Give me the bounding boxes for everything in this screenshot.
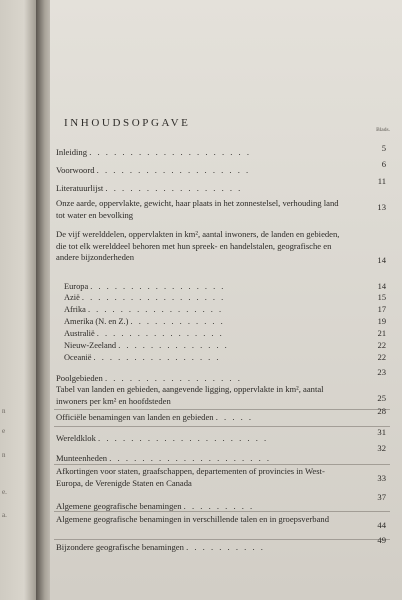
toc-entry-page: 11 — [377, 176, 386, 186]
toc-subentry-title: Nieuw-Zeeland — [64, 341, 117, 350]
toc-subentry[interactable]: Azië . . . . . . . . . . . . . . . . . . 15 — [64, 293, 386, 302]
toc-entry[interactable]: Wereldklok . . . . . . . . . . . . . . . . . . . . . 31 — [56, 427, 386, 443]
left-page-text-fragment: e — [2, 427, 6, 435]
toc-subentry-page: 17 — [377, 305, 386, 314]
toc-entry-title: De vijf werelddelen, oppervlakten in km², aantal inwoners, de landen en gebieden, die tot elk werelddeel behoren met hun spreek- en handelstalen, geografische en andere bijzonderheden — [56, 229, 340, 262]
contents-page — [50, 0, 402, 600]
toc-subentry-page: 19 — [377, 317, 386, 326]
toc-subentry-page: 14 — [377, 282, 386, 291]
toc-subentry-title: Oceanië — [64, 353, 92, 362]
toc-subentry[interactable]: Nieuw-Zeeland . . . . . . . . . . . . . . 22 — [64, 341, 386, 350]
toc-entry[interactable] — [56, 384, 388, 407]
toc-entry-title: Wereldklok — [56, 433, 96, 443]
toc-entry-page: 6 — [381, 159, 386, 169]
toc-entry-page: 5 — [381, 143, 386, 153]
divider — [54, 511, 390, 512]
divider — [54, 464, 390, 465]
toc-entry-title: Afkortingen voor staten, graafschappen, departementen of provincies in West-Europa, de Verenigde Staten en Canada — [56, 466, 325, 488]
toc-subentry-page: 22 — [377, 353, 386, 362]
toc-entry-page: 31 — [377, 427, 386, 437]
toc-entry[interactable]: Officiële benamingen van landen en gebieden . . . . . 28 — [56, 406, 386, 422]
toc-entry[interactable] — [56, 229, 388, 264]
toc-subentry-title: Afrika — [64, 305, 86, 314]
toc-entry-title: Algemene geografische benamingen — [56, 501, 182, 511]
toc-entry-title: Inleiding — [56, 147, 88, 157]
toc-entry-page: 23 — [377, 367, 386, 377]
toc-entry-page: 33 — [377, 473, 386, 483]
toc-entry-title: Poolgebieden — [56, 373, 103, 383]
toc-subentry-title: Amerika (N. en Z.) — [64, 317, 129, 326]
left-page-text-fragment: a. — [2, 511, 7, 519]
toc-entry-title: Munteenheden — [56, 453, 108, 463]
toc-subentry-page: 21 — [377, 329, 386, 338]
toc-subentry[interactable]: Oceanië . . . . . . . . . . . . . . . . 22 — [64, 353, 386, 362]
toc-subentry-page: 22 — [377, 341, 386, 350]
toc-entry-title: Onze aarde, oppervlakte, gewicht, haar plaats in het zonnestelsel, verhouding land tot water en bevolking — [56, 198, 339, 220]
toc-entry-page: 13 — [377, 202, 386, 212]
toc-subentry[interactable]: Australië . . . . . . . . . . . . . . . . 21 — [64, 329, 386, 338]
toc-entry-page: 28 — [377, 406, 386, 416]
toc-entry[interactable]: Inleiding . . . . . . . . . . . . . . . . . . . . 5 — [56, 143, 386, 157]
toc-subentry-title: Europa — [64, 282, 89, 291]
divider — [54, 539, 390, 540]
divider — [54, 426, 390, 427]
toc-entry-title: Voorwoord — [56, 165, 95, 175]
toc-entry[interactable] — [56, 514, 388, 530]
toc-entry-page: 32 — [377, 443, 386, 453]
toc-entry-title: Literatuurlijst — [56, 183, 104, 193]
facing-left-page — [0, 0, 40, 600]
toc-entry-title: Algemene geografische benamingen in verschillende talen en in groepsverband — [56, 514, 329, 524]
toc-entry[interactable]: Munteenheden . . . . . . . . . . . . . . . . . . . . 32 — [56, 443, 386, 463]
toc-subentry-title: Australië — [64, 329, 95, 338]
left-page-text-fragment: n — [2, 451, 6, 459]
toc-entry-page: 44 — [377, 520, 386, 530]
left-page-text-fragment: e. — [2, 488, 7, 496]
toc-entry[interactable]: Voorwoord . . . . . . . . . . . . . . . . . . . 6 — [56, 159, 386, 175]
toc-entry[interactable]: Bijzondere geografische benamingen . . . . . . . . . . 49 — [56, 535, 386, 552]
toc-entry-page: 49 — [377, 535, 386, 545]
toc-entry[interactable]: Poolgebieden . . . . . . . . . . . . . . . . . 23 — [56, 367, 386, 383]
toc-entry[interactable]: Algemene geografische benamingen . . . . . . . . . 37 — [56, 492, 386, 511]
left-page-text-fragment: n — [2, 407, 6, 415]
page-title: INHOUDSOPGAVE — [64, 117, 191, 129]
toc-subentry[interactable]: Europa . . . . . . . . . . . . . . . . . 14 — [64, 282, 386, 291]
toc-entry-title: Officiële benamingen van landen en gebieden — [56, 412, 214, 422]
toc-entry-title: Bijzondere geografische benamingen — [56, 542, 184, 552]
toc-subentry-page: 15 — [377, 293, 386, 302]
toc-entry-page: 37 — [377, 492, 386, 502]
toc-entry-page: 14 — [377, 255, 386, 265]
divider — [54, 409, 390, 410]
toc-entry[interactable] — [56, 198, 388, 221]
toc-subentry[interactable]: Amerika (N. en Z.) . . . . . . . . . . . . 19 — [64, 317, 386, 326]
toc-subentry[interactable]: Afrika . . . . . . . . . . . . . . . . . 17 — [64, 305, 386, 314]
toc-entry-page: 25 — [377, 393, 386, 403]
toc-subentry-title: Azië — [64, 293, 80, 302]
toc-entry[interactable] — [56, 466, 388, 489]
toc-entry-title: Tabel van landen en gebieden, aangevende ligging, oppervlakte in km², aantal inwoners per km² en hoofdsteden — [56, 384, 324, 406]
page-column-label: Blads. — [376, 127, 390, 133]
toc-entry[interactable]: Literatuurlijst . . . . . . . . . . . . . . . . . 11 — [56, 176, 386, 193]
